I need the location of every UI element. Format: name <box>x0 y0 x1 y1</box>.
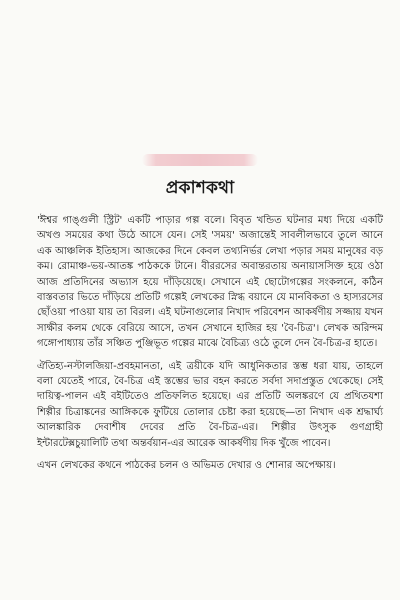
publisher-stamp <box>142 154 258 166</box>
paragraph: এখন লেখকের কথনে পাঠকের চলন ও অভিমত দেখার ও শোনার অপেক্ষায়। <box>37 460 336 472</box>
paragraph: ঐতিহ্য-নস্টালজিয়া-প্রবহমানতা, এই ত্রয়ীকে যদি আধুনিকতার স্তম্ভ ধরা যায়, তাহলে বলা যেতেই পারে, বৈ-চিত্র এই স্তম্ভের ভার বহন করতে সর্বদা সদাপ্রস্তুত থেকেছে। সেই দায়িত্ব-পালন এই বইটিতেও প্রতিফলিত হয়েছে। এর প্রতিটি অলঙ্করণে যে প্রথিতযশা শিল্পীর চিত্রাঙ্কনের আঙ্গিককে ফুটিয়ে তোলার চেষ্টা করা হয়েছে—তা নিখাদ এক শ্রদ্ধার্ঘ্য আলঙ্কারিক দেবাশীষ দেবের প্রতি বৈ-চিত্র-এর। শিল্পীর উৎসুক গুণগ্রাহী ইন্টারটেক্সচুয়ালিটি তথা অন্তর্বয়ান-এর আরেক আকর্ষণীয় দিক খুঁজে পাবেন। <box>37 360 383 449</box>
page-title: প্রকাশকথা <box>165 178 235 198</box>
body-text <box>37 213 383 481</box>
paragraph: 'ঈশ্বর গাঙ্গুলী স্ট্রিট' একটি পাড়ার গল্প বলে। বিবৃত খন্ডিত ঘটনার মধ্য দিয়ে একটি অখণ্ড সময়ের কথা উঠে আসে যেন। সেই 'সময়' অজান্তেই সাবলীলভাবে তুলে আনে এক আঞ্চলিক ইতিহাস। আজকের দিনে কেবল তথ্যনির্ভর লেখা পড়ার সময় মানুষের বড় কম। রোমাঞ্চ-ভয়-আতঙ্ক পাঠককে টানে। বীররসের অবান্তরতায় অনায়াসসিক্ত হয়ে ওঠা আজ প্রতিদিনের অভ্যাস হয়ে দাঁড়িয়েছে। সেখানে এই ছোটোগল্পের সংকলনে, কঠিন বাস্তবতার ভিতে দাঁড়িয়ে প্রতিটি গল্পেই লেখকের স্নিগ্ধ বয়ানে যে মানবিকতা ও হাস্যরসের ছোঁওয়া পাওয়া যায় তা বিরল। এই ঘটনাগুলোর নিখাদ পরিবেশন আকর্ষণীয় সজ্জায় যখন সাক্ষীর কলম থেকে বেরিয়ে আসে, তখন সেখানে হাজির হয় 'বৈ-চিত্র'। লেখক অরিন্দম গঙ্গোপাধ্যায় তাঁর সঞ্চিত পুঞ্জিভূত গল্পের মাঝে বৈচিত্র্য ওঠে তুলে দেন বৈ-চিত্র-র হাতে। <box>37 215 383 350</box>
